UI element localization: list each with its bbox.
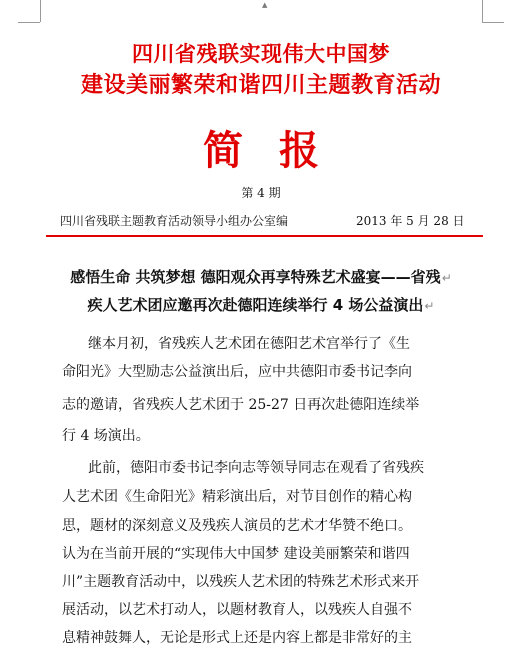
body-line: 思，题材的深刻意义及残疾人演员的艺术才华赞不绝口。 bbox=[62, 518, 412, 534]
issue-date: 2013 年 5 月 28 日 bbox=[356, 214, 465, 228]
paragraph-mark-icon: ↵ bbox=[424, 299, 435, 313]
body-line: 息精神鼓舞人，无论是形式上还是内容上都是非常好的主 bbox=[62, 630, 412, 646]
issue-number: 第 4 期 bbox=[241, 186, 281, 200]
crop-mark-top-right-h bbox=[482, 22, 504, 23]
issuer: 四川省残联主题教育活动领导小组办公室编 bbox=[60, 214, 289, 228]
body-line: 川”主题教育活动中，以残疾人艺术团的特殊艺术形式来开 bbox=[62, 574, 420, 590]
header-title-line2: 建设美丽繁荣和谐四川主题教育活动 bbox=[80, 73, 441, 98]
body-line: 此前，德阳市委书记李向志等领导同志在观看了省残疾 bbox=[88, 460, 424, 476]
article-title-line2-text: 疾人艺术团应邀再次赴德阳连续举行 4 场公益演出 bbox=[87, 296, 424, 314]
crop-mark-top-left-v bbox=[40, 0, 41, 22]
body-line: 行 4 场演出。 bbox=[62, 428, 150, 444]
article-title-line1 bbox=[0, 266, 522, 287]
crop-mark-top-left-h bbox=[18, 22, 40, 23]
paragraph-mark-icon: ↵ bbox=[441, 271, 452, 285]
header-title-line1: 四川省残联实现伟大中国梦 bbox=[132, 42, 390, 66]
top-center-marker-icon: ▲ bbox=[262, 1, 268, 9]
body-line: 展活动，以艺术打动人，以题材教育人，以残疾人自强不 bbox=[62, 602, 412, 618]
body-line: 人艺术团《生命阳光》精彩演出后，对节目创作的精心构 bbox=[62, 489, 412, 505]
article-title-line2 bbox=[0, 294, 522, 315]
article-title-line1-text: 感悟生命 共筑梦想 德阳观众再享特殊艺术盛宴——省残 bbox=[70, 268, 441, 286]
crop-mark-top-right-v bbox=[482, 0, 483, 22]
body-line: 命阳光》大型励志公益演出后，应中共德阳市委书记李向 bbox=[62, 364, 412, 380]
bulletin-label: 简报 bbox=[203, 127, 355, 174]
body-line: 认为在当前开展的“实现伟大中国梦 建设美丽繁荣和谐四 bbox=[62, 546, 410, 562]
red-divider-line bbox=[46, 235, 483, 237]
body-line: 志的邀请，省残疾人艺术团于 25-27 日再次赴德阳连续举 bbox=[62, 397, 420, 413]
body-line: 继本月初，省残疾人艺术团在德阳艺术宫举行了《生 bbox=[88, 336, 410, 352]
